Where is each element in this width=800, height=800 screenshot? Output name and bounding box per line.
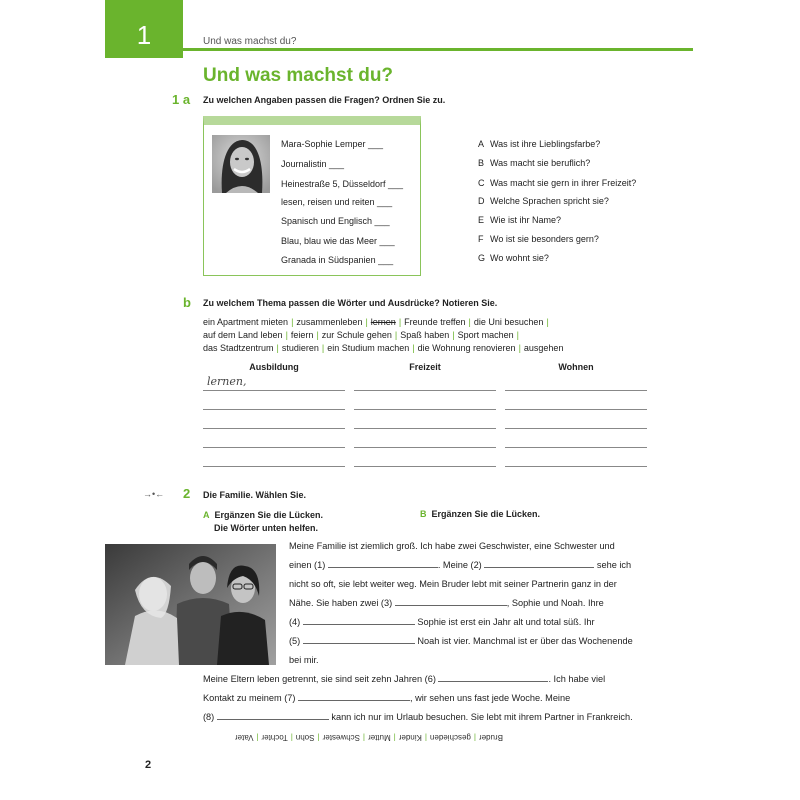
- exercise-1a-number: 1 a: [172, 92, 191, 107]
- blank-7[interactable]: [298, 691, 410, 701]
- page-number: 2: [145, 759, 152, 771]
- upside-down-word-bank: Bruder|geschieden|Kinder|Mutter|Schwester|Sohn|Tochter|Vater: [234, 733, 503, 742]
- option-a: A Ergänzen Sie die Lücken. Die Wörter unten helfen.: [203, 510, 324, 533]
- column-header-wohnen: Wohnen: [558, 362, 594, 372]
- card-line: lesen, reisen und reiten ___: [281, 197, 393, 207]
- card-line: Spanisch und Englisch ___: [281, 216, 390, 226]
- cloze-text-line: (5) Noah ist vier. Manchmal ist er über das Wochenende: [289, 636, 633, 646]
- blank-3[interactable]: [395, 596, 507, 606]
- page-title: Und was machst du?: [203, 65, 394, 86]
- card-line: Heinestraße 5, Düsseldorf ___: [281, 179, 404, 189]
- writing-line[interactable]: [203, 447, 345, 448]
- question-item: F Wo ist sie besonders gern?: [478, 234, 599, 244]
- handwritten-example: lernen,: [207, 375, 247, 388]
- writing-line[interactable]: [354, 428, 496, 429]
- header-rule: [183, 48, 693, 51]
- card-line: Blau, blau wie das Meer ___: [281, 236, 395, 246]
- writing-line[interactable]: [505, 409, 647, 410]
- word-list-row: ein Apartment mieten | zusammenleben | lernen | Freunde treffen | die Uni besuchen |: [203, 317, 549, 327]
- writing-line[interactable]: [505, 466, 647, 467]
- word-list-row: auf dem Land leben | feiern | zur Schule gehen | Spaß haben | Sport machen |: [203, 330, 519, 340]
- column-header-ausbildung: Ausbildung: [249, 362, 299, 372]
- blank-1[interactable]: [328, 558, 438, 568]
- cloze-text-line: bei mir.: [289, 655, 319, 665]
- column-header-freizeit: Freizeit: [409, 362, 441, 372]
- cloze-text-line: (8) kann ich nur im Urlaub besuchen. Sie lebt mit ihrem Partner in Frankreich.: [203, 712, 633, 722]
- cloze-text-line: (4) Sophie ist erst ein Jahr alt und total süß. Ihr: [289, 617, 595, 627]
- exercise-2-number: 2: [183, 486, 191, 501]
- card-line: Mara-Sophie Lemper ___: [281, 139, 384, 149]
- question-item: D Welche Sprachen spricht sie?: [478, 196, 609, 206]
- exercise-2-instruction: Die Familie. Wählen Sie.: [203, 490, 307, 500]
- writing-line[interactable]: [203, 428, 345, 429]
- writing-line[interactable]: [354, 466, 496, 467]
- family-photo: [105, 544, 276, 665]
- woman-portrait-photo: [212, 135, 270, 193]
- exercise-1b-instruction: Zu welchem Thema passen die Wörter und Ausdrücke? Notieren Sie.: [203, 298, 498, 308]
- cloze-text-line: nicht so oft, sie lebt weiter weg. Mein Bruder lebt mit seiner Partnerin ganz in der: [289, 579, 617, 589]
- blank-5[interactable]: [303, 634, 415, 644]
- writing-line[interactable]: [203, 390, 345, 391]
- card-line: Journalistin ___: [281, 159, 345, 169]
- writing-line[interactable]: [505, 428, 647, 429]
- blank-2[interactable]: [484, 558, 594, 568]
- exercise-1b-number: b: [183, 295, 191, 310]
- writing-line[interactable]: [203, 409, 345, 410]
- blank-6[interactable]: [438, 672, 548, 682]
- cloze-text-line: Meine Eltern leben getrennt, sie sind seit zehn Jahren (6) . Ich habe viel: [203, 674, 606, 684]
- question-item: G Wo wohnt sie?: [478, 253, 549, 263]
- question-item: C Was macht sie gern in ihrer Freizeit?: [478, 178, 637, 188]
- writing-line[interactable]: [505, 390, 647, 391]
- blank-4[interactable]: [303, 615, 415, 625]
- unit-subtitle: Und was machst du?: [203, 36, 297, 47]
- option-b: B Ergänzen Sie die Lücken.: [420, 509, 541, 519]
- writing-line[interactable]: [203, 466, 345, 467]
- question-item: E Wie ist ihr Name?: [478, 215, 562, 225]
- writing-line[interactable]: [354, 390, 496, 391]
- word-list-row: das Stadtzentrum | studieren | ein Studium machen | die Wohnung renovieren | ausgehen: [203, 343, 564, 353]
- arrows-icon: →•←: [143, 489, 165, 499]
- cloze-text-line: Nähe. Sie haben zwei (3) , Sophie und Noah. Ihre: [289, 598, 604, 608]
- question-item: B Was macht sie beruflich?: [478, 158, 591, 168]
- exercise-1a-instruction: Zu welchen Angaben passen die Fragen? Ordnen Sie zu.: [203, 95, 446, 105]
- writing-line[interactable]: [354, 409, 496, 410]
- cloze-text-line: Kontakt zu meinem (7) , wir sehen uns fast jede Woche. Meine: [203, 693, 571, 703]
- card-line: Granada in Südspanien ___: [281, 255, 394, 265]
- unit-number-badge: 1: [105, 0, 183, 58]
- writing-line[interactable]: [354, 447, 496, 448]
- cloze-text-line: Meine Familie ist ziemlich groß. Ich habe zwei Geschwister, eine Schwester und: [289, 541, 615, 551]
- writing-line[interactable]: [505, 447, 647, 448]
- cloze-text-line: einen (1) . Meine (2) sehe ich: [289, 560, 632, 570]
- blank-8[interactable]: [217, 710, 329, 720]
- question-item: A Was ist ihre Lieblingsfarbe?: [478, 139, 601, 149]
